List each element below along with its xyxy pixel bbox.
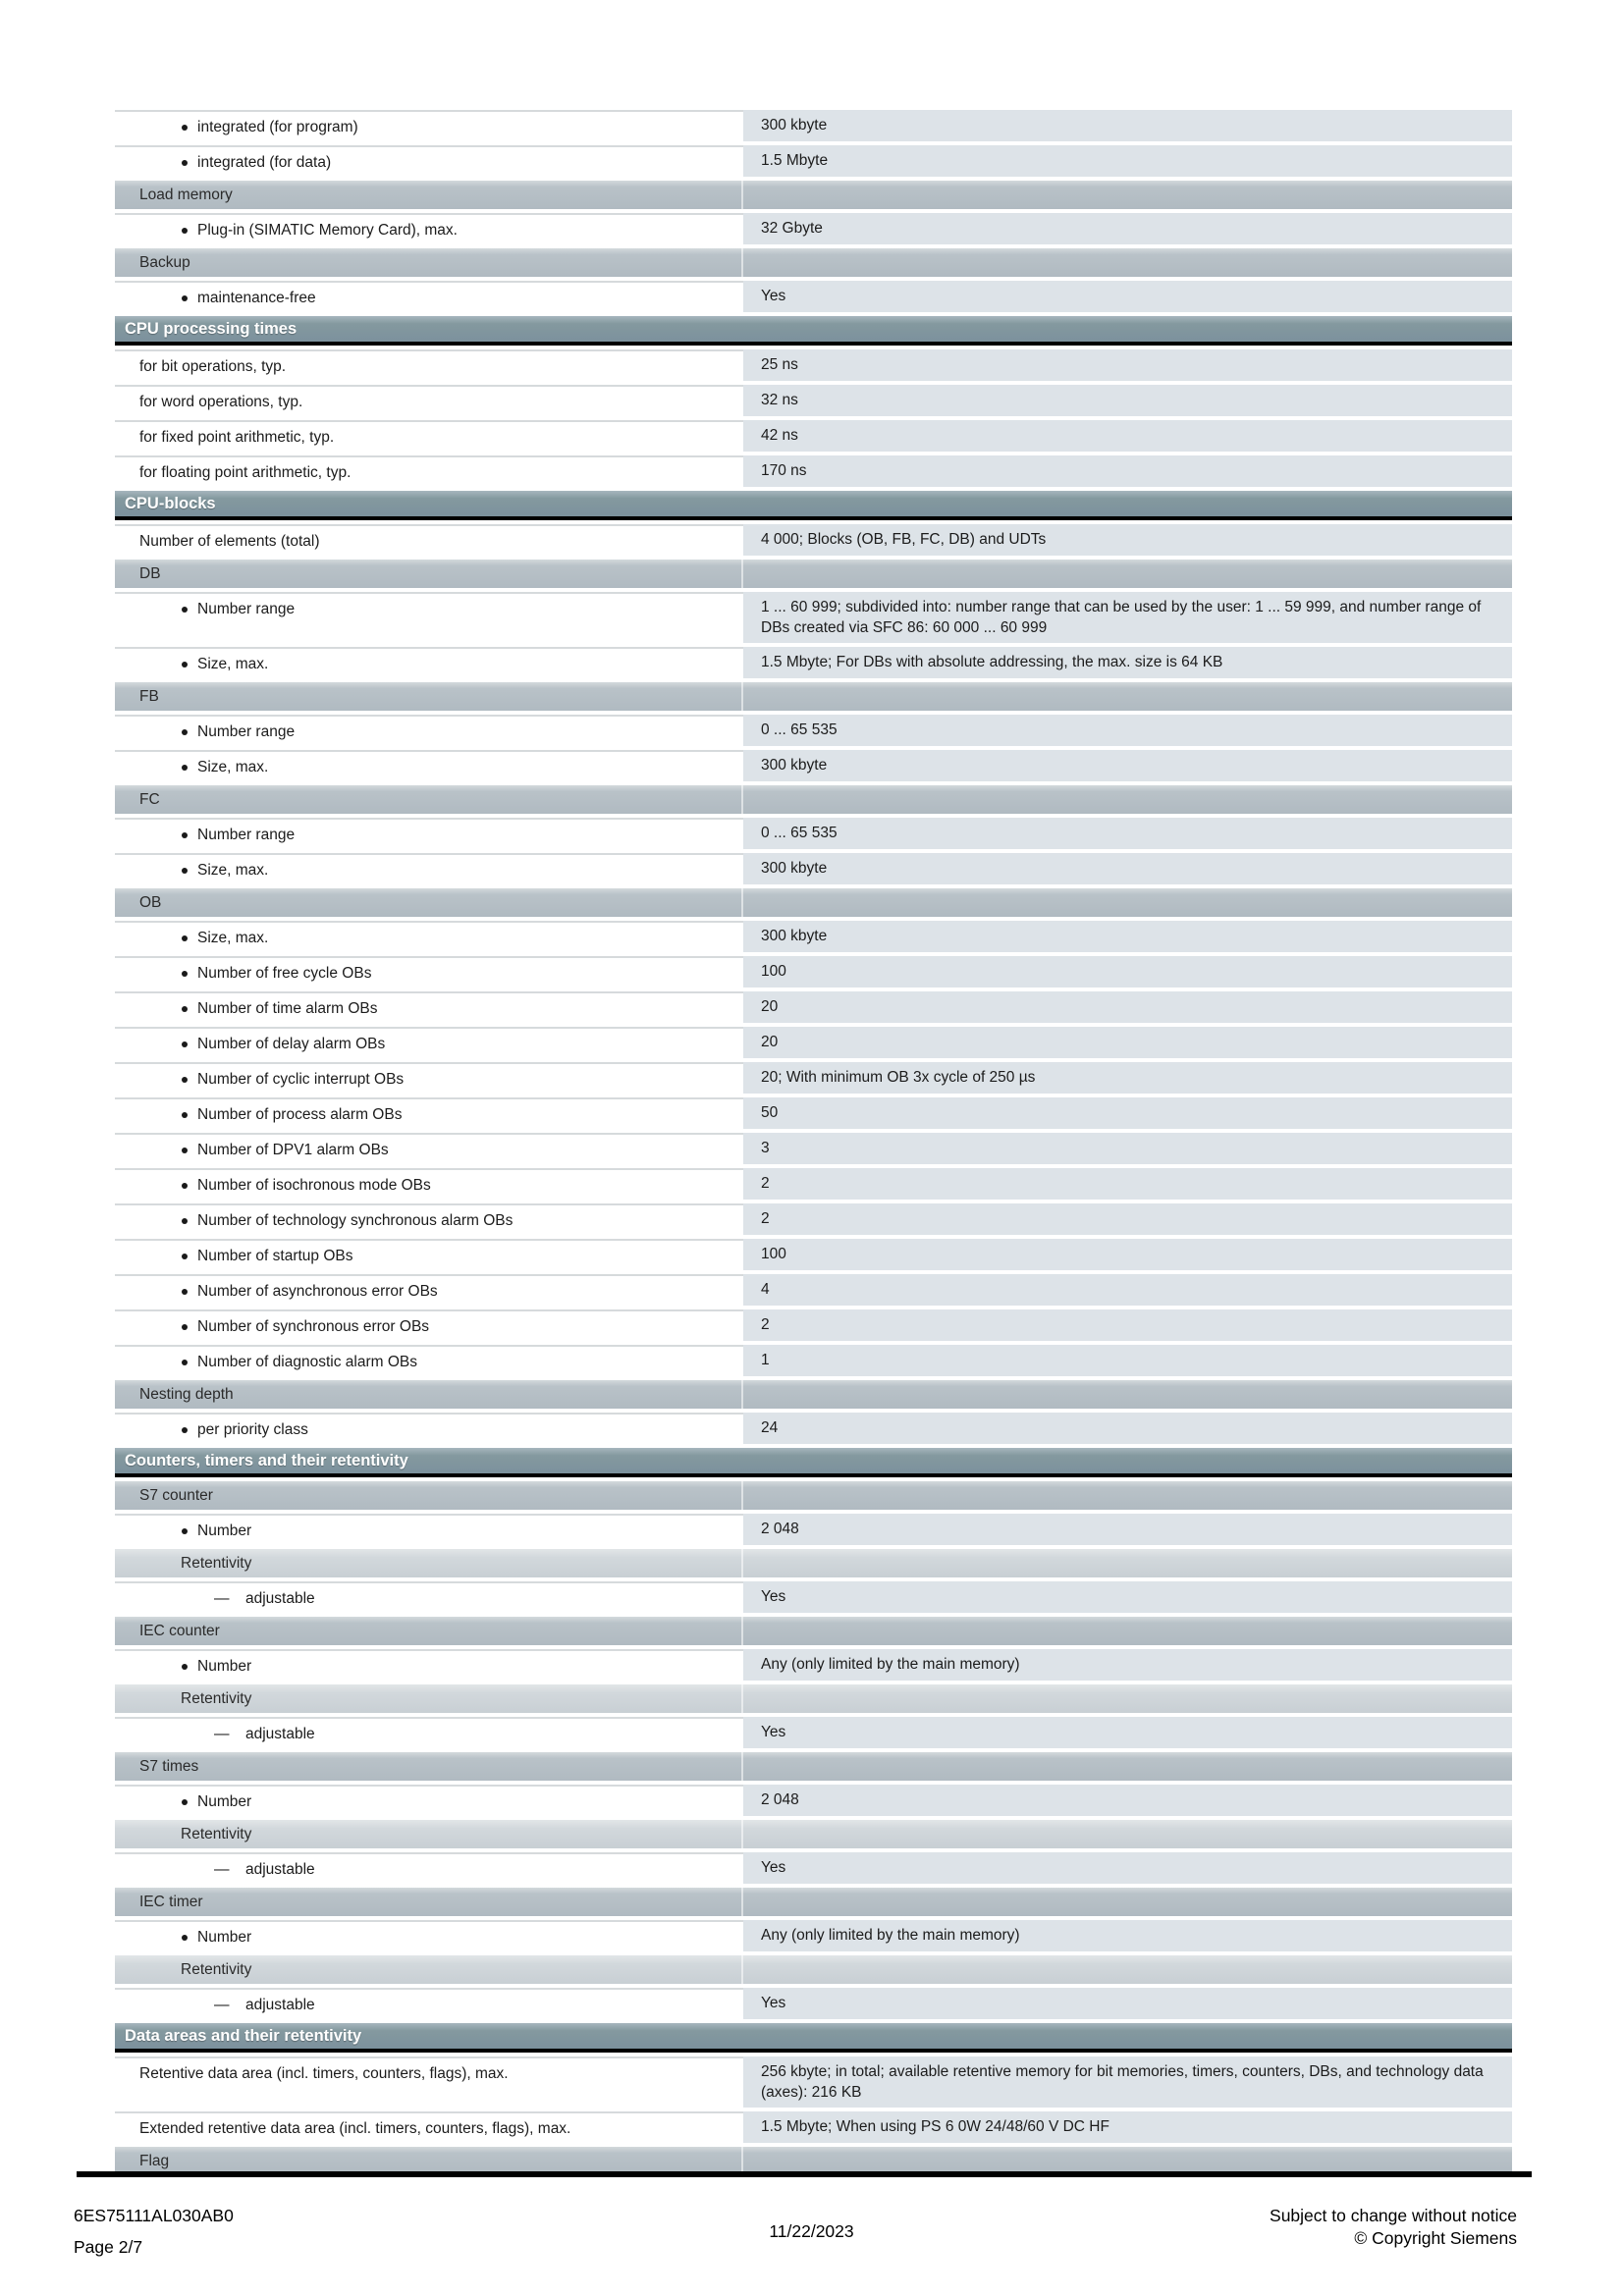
- subsubsection-header-row: Retentivity: [115, 1820, 1512, 1848]
- spec-row: [115, 110, 1512, 141]
- spec-value: 170 ns: [743, 455, 1512, 487]
- spec-row: [115, 1785, 1512, 1816]
- spec-label: Plug-in (SIMATIC Memory Card), max.: [115, 213, 743, 244]
- spec-row: [115, 455, 1512, 487]
- spec-value: 1.5 Mbyte; When using PS 6 0W 24/48/60 V DC HF: [743, 2111, 1512, 2143]
- spec-value: 2: [743, 1168, 1512, 1200]
- spec-row: [115, 1133, 1512, 1164]
- spec-row: [115, 1168, 1512, 1200]
- spec-label: — adjustable: [115, 1717, 743, 1748]
- spec-label: integrated (for data): [115, 145, 743, 177]
- spec-label: per priority class: [115, 1413, 743, 1444]
- spec-value: 256 kbyte; in total; available retentive memory for bit memories, timers, counters, DBs, and technology data (axes): 216 KB: [743, 2056, 1512, 2108]
- spec-value: Yes: [743, 1581, 1512, 1613]
- subsubsection-header-row: Retentivity: [115, 1684, 1512, 1713]
- spec-value: 300 kbyte: [743, 921, 1512, 952]
- subsection-header-row: FB: [115, 682, 1512, 711]
- spec-row: [115, 1274, 1512, 1306]
- spec-label: Number of DPV1 alarm OBs: [115, 1133, 743, 1164]
- spec-row: [115, 1239, 1512, 1270]
- subsection-header-row: DB: [115, 560, 1512, 588]
- subsection-header-row: IEC counter: [115, 1617, 1512, 1645]
- subsection-header-row: Flag: [115, 2147, 1512, 2175]
- spec-value: 4: [743, 1274, 1512, 1306]
- spec-label: Size, max.: [115, 750, 743, 781]
- spec-value: 0 ... 65 535: [743, 715, 1512, 746]
- spec-label: Number of cyclic interrupt OBs: [115, 1062, 743, 1094]
- spec-value: 42 ns: [743, 420, 1512, 452]
- spec-row: [115, 281, 1512, 312]
- spec-label: Size, max.: [115, 647, 743, 678]
- spec-value: 2: [743, 1309, 1512, 1341]
- spec-row: [115, 349, 1512, 381]
- spec-value: 2: [743, 1203, 1512, 1235]
- spec-label: Number: [115, 1514, 743, 1545]
- spec-label: Number: [115, 1649, 743, 1681]
- spec-value: 20; With minimum OB 3x cycle of 250 µs: [743, 1062, 1512, 1094]
- subsubsection-header-row: Retentivity: [115, 1955, 1512, 1984]
- subsection-header-row: Load memory: [115, 181, 1512, 209]
- spec-value: Yes: [743, 1852, 1512, 1884]
- spec-row: [115, 213, 1512, 244]
- spec-value: Yes: [743, 1988, 1512, 2019]
- spec-row: [115, 1717, 1512, 1748]
- spec-label: Number of elements (total): [115, 524, 743, 556]
- subsection-header-row: IEC timer: [115, 1888, 1512, 1916]
- spec-row: [115, 750, 1512, 781]
- spec-value: 300 kbyte: [743, 750, 1512, 781]
- spec-row: [115, 385, 1512, 416]
- spec-row: [115, 592, 1512, 643]
- spec-value: 32 Gbyte: [743, 213, 1512, 244]
- spec-row: [115, 1027, 1512, 1058]
- spec-value: 2 048: [743, 1514, 1512, 1545]
- spec-label: Number of process alarm OBs: [115, 1097, 743, 1129]
- spec-label: for word operations, typ.: [115, 385, 743, 416]
- spec-table: [115, 110, 1512, 2179]
- spec-value: 50: [743, 1097, 1512, 1129]
- spec-row: [115, 1097, 1512, 1129]
- spec-label: Size, max.: [115, 853, 743, 884]
- spec-row: [115, 2111, 1512, 2143]
- spec-row: [115, 921, 1512, 952]
- spec-label: — adjustable: [115, 1852, 743, 1884]
- spec-label: Number of diagnostic alarm OBs: [115, 1345, 743, 1376]
- footer-divider-rule: [77, 2171, 1532, 2177]
- spec-label: Number: [115, 1920, 743, 1951]
- spec-value: 24: [743, 1413, 1512, 1444]
- spec-label: Number of synchronous error OBs: [115, 1309, 743, 1341]
- subsection-header-row: FC: [115, 785, 1512, 814]
- spec-value: 300 kbyte: [743, 110, 1512, 141]
- subsection-header-row: OB: [115, 888, 1512, 917]
- spec-value: Yes: [743, 281, 1512, 312]
- spec-value: 300 kbyte: [743, 853, 1512, 884]
- spec-value: 1: [743, 1345, 1512, 1376]
- section-header-row: Counters, timers and their retentivity: [115, 1448, 1512, 1477]
- spec-row: [115, 1345, 1512, 1376]
- spec-value: 2 048: [743, 1785, 1512, 1816]
- spec-row: [115, 818, 1512, 849]
- spec-label: Number of isochronous mode OBs: [115, 1168, 743, 1200]
- footer-date: 11/22/2023: [769, 2221, 854, 2241]
- footer-change-notice: Subject to change without notice: [1270, 2206, 1517, 2225]
- spec-value: 32 ns: [743, 385, 1512, 416]
- spec-label: Number of time alarm OBs: [115, 991, 743, 1023]
- spec-row: [115, 1514, 1512, 1545]
- subsection-header-row: S7 counter: [115, 1481, 1512, 1510]
- section-header-row: CPU processing times: [115, 316, 1512, 346]
- footer-page-number: Page 2/7: [74, 2237, 143, 2257]
- spec-row: [115, 1062, 1512, 1094]
- spec-label: for fixed point arithmetic, typ.: [115, 420, 743, 452]
- spec-label: Number range: [115, 715, 743, 746]
- spec-row: [115, 956, 1512, 988]
- spec-label: Number of free cycle OBs: [115, 956, 743, 988]
- spec-value: 1 ... 60 999; subdivided into: number range that can be used by the user: 1 ... 59 999, and number range of DBs created via SFC 86: 60 000 ... 60 999: [743, 592, 1512, 643]
- spec-label: maintenance-free: [115, 281, 743, 312]
- spec-row: [115, 647, 1512, 678]
- spec-label: Size, max.: [115, 921, 743, 952]
- spec-row: [115, 715, 1512, 746]
- spec-row: [115, 420, 1512, 452]
- spec-row: [115, 2056, 1512, 2108]
- section-header-row: Data areas and their retentivity: [115, 2023, 1512, 2053]
- spec-value: 25 ns: [743, 349, 1512, 381]
- spec-value: Any (only limited by the main memory): [743, 1920, 1512, 1951]
- spec-row: [115, 1988, 1512, 2019]
- spec-row: [115, 1852, 1512, 1884]
- footer-copyright: © Copyright Siemens: [1354, 2228, 1517, 2248]
- spec-label: Number range: [115, 592, 743, 643]
- subsubsection-header-row: Retentivity: [115, 1549, 1512, 1577]
- spec-row: [115, 1581, 1512, 1613]
- spec-row: [115, 145, 1512, 177]
- spec-value: Any (only limited by the main memory): [743, 1649, 1512, 1681]
- spec-label: Number of startup OBs: [115, 1239, 743, 1270]
- spec-value: 1.5 Mbyte; For DBs with absolute addressing, the max. size is 64 KB: [743, 647, 1512, 678]
- spec-value: 4 000; Blocks (OB, FB, FC, DB) and UDTs: [743, 524, 1512, 556]
- spec-value: 100: [743, 956, 1512, 988]
- spec-row: [115, 1203, 1512, 1235]
- spec-label: Number of delay alarm OBs: [115, 1027, 743, 1058]
- spec-row: [115, 1413, 1512, 1444]
- spec-value: 20: [743, 1027, 1512, 1058]
- spec-row: [115, 1649, 1512, 1681]
- spec-row: [115, 524, 1512, 556]
- spec-value: 0 ... 65 535: [743, 818, 1512, 849]
- section-header-row: CPU-blocks: [115, 491, 1512, 520]
- subsection-header-row: Backup: [115, 248, 1512, 277]
- spec-value: 20: [743, 991, 1512, 1023]
- spec-label: Number: [115, 1785, 743, 1816]
- spec-label: Number of technology synchronous alarm OBs: [115, 1203, 743, 1235]
- spec-value: 100: [743, 1239, 1512, 1270]
- spec-value: 1.5 Mbyte: [743, 145, 1512, 177]
- spec-label: Number range: [115, 818, 743, 849]
- spec-label: — adjustable: [115, 1581, 743, 1613]
- spec-label: Number of asynchronous error OBs: [115, 1274, 743, 1306]
- spec-row: [115, 1920, 1512, 1951]
- spec-label: — adjustable: [115, 1988, 743, 2019]
- footer-notice-block: [1270, 2205, 1517, 2250]
- subsection-header-row: Nesting depth: [115, 1380, 1512, 1409]
- spec-value: Yes: [743, 1717, 1512, 1748]
- spec-row: [115, 991, 1512, 1023]
- footer-article-number: 6ES75111AL030AB0: [74, 2206, 234, 2225]
- spec-row: [115, 1309, 1512, 1341]
- spec-value: 3: [743, 1133, 1512, 1164]
- spec-row: [115, 853, 1512, 884]
- subsection-header-row: S7 times: [115, 1752, 1512, 1781]
- spec-label: integrated (for program): [115, 110, 743, 141]
- spec-label: Extended retentive data area (incl. timers, counters, flags), max.: [115, 2111, 743, 2143]
- spec-label: Retentive data area (incl. timers, counters, flags), max.: [115, 2056, 743, 2108]
- spec-label: for bit operations, typ.: [115, 349, 743, 381]
- spec-label: for floating point arithmetic, typ.: [115, 455, 743, 487]
